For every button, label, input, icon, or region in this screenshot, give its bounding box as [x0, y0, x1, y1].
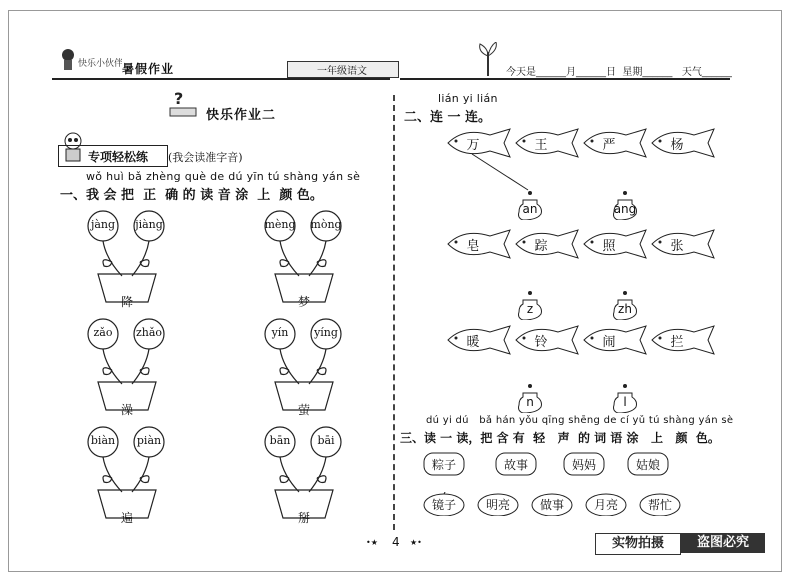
jar-card[interactable]: [610, 290, 640, 320]
page-number: 4: [392, 535, 400, 549]
q1-pinyin: wǒ huì bǎ zhèng què de dú yīn tú shàng yán sè: [86, 170, 361, 183]
fish-char: 铃: [534, 335, 548, 350]
jar-card[interactable]: [610, 190, 640, 220]
flower-pot-1[interactable]: [82, 204, 172, 314]
word-option[interactable]: [585, 492, 627, 516]
fish-char: 皂: [466, 239, 480, 254]
section-tag: 专项轻松练: [88, 150, 149, 164]
word-text: 明亮: [485, 498, 510, 512]
flower-pot-3[interactable]: [82, 312, 172, 422]
word-text: 帮忙: [647, 498, 672, 512]
pot-option-2[interactable]: jiàng: [135, 218, 163, 231]
pot-option-1[interactable]: mèng: [264, 218, 296, 231]
word-option[interactable]: [627, 452, 669, 476]
jar-label: zh: [618, 302, 632, 316]
pot-char: 降: [120, 295, 133, 309]
fish-char: 踪: [534, 239, 548, 254]
word-option[interactable]: [563, 452, 605, 476]
jar-label: z: [526, 302, 534, 316]
jar-card[interactable]: [515, 383, 545, 413]
flower-pot-5[interactable]: [82, 420, 172, 530]
pot-option-2[interactable]: mòng: [310, 218, 342, 231]
word-option[interactable]: [423, 452, 465, 476]
pot-option-2[interactable]: zhǎo: [135, 326, 163, 339]
jar-label: l: [623, 395, 627, 409]
word-text: 姑娘: [635, 458, 660, 472]
header-rule-right: [400, 78, 730, 80]
fish-card[interactable]: [648, 125, 716, 161]
owl-icon: [62, 131, 84, 167]
word-option[interactable]: [495, 452, 537, 476]
grade-label: 一年级语文: [317, 66, 367, 77]
fish-char: 严: [602, 138, 616, 153]
page-number-ornament-left: •★: [366, 538, 378, 547]
pot-option-1[interactable]: bān: [269, 434, 291, 447]
pot-char: 澡: [120, 403, 133, 417]
word-text: 月亮: [593, 498, 618, 512]
q2-title: 二、连 一 连。: [404, 110, 492, 125]
jar-label: ang: [613, 202, 637, 216]
jar-label: n: [526, 395, 534, 409]
flower-pot-4[interactable]: [259, 312, 349, 422]
fish-card[interactable]: [580, 226, 648, 262]
jar-label: an: [522, 202, 538, 216]
fish-char: 张: [670, 239, 684, 254]
fish-card[interactable]: [580, 125, 648, 161]
section-note: (我会读准字音): [168, 151, 243, 164]
fish-card[interactable]: [648, 226, 716, 262]
page-title: 快乐作业二: [206, 108, 277, 123]
plant-icon: [476, 42, 500, 80]
fish-char: 王: [534, 138, 548, 153]
word-option[interactable]: [531, 492, 573, 516]
fish-char: 拦: [670, 335, 684, 350]
fish-card[interactable]: [444, 226, 512, 262]
badge-left: 实物拍摄: [595, 533, 681, 555]
pot-option-1[interactable]: biàn: [90, 434, 116, 447]
word-option[interactable]: [477, 492, 519, 516]
pot-option-2[interactable]: piàn: [136, 434, 162, 447]
word-text: 做事: [539, 498, 564, 512]
page-divider: [393, 95, 395, 530]
q2-pinyin: lián yi lián: [438, 92, 498, 105]
date-weather-line: 今天是______月______日 星期______ 天气______: [506, 67, 732, 78]
fish-char: 暖: [466, 335, 480, 350]
pot-option-1[interactable]: zǎo: [93, 326, 113, 339]
q1-title: 一、我 会 把 正 确 的 读 音 涂 上 颜 色。: [60, 188, 323, 203]
pot-option-1[interactable]: jàng: [90, 218, 116, 231]
brand-title: 暑假作业: [122, 62, 175, 76]
svg-text:?: ?: [174, 90, 184, 108]
fish-char: 照: [602, 239, 616, 254]
pot-char: 掰: [297, 511, 310, 525]
cartoon-kid-icon: [58, 46, 122, 72]
word-option[interactable]: [639, 492, 681, 516]
flower-pot-6[interactable]: [259, 420, 349, 530]
fish-card[interactable]: [648, 322, 716, 358]
word-text: 故事: [503, 458, 528, 472]
fish-card[interactable]: [444, 322, 512, 358]
flower-pot-2[interactable]: [259, 204, 349, 314]
header-rule-left: [52, 78, 390, 80]
fish-card[interactable]: [512, 226, 580, 262]
fish-card[interactable]: [512, 322, 580, 358]
pot-char: 梦: [297, 295, 310, 309]
word-text: 粽子: [431, 458, 456, 472]
fish-char: 万: [466, 138, 480, 153]
svg-text:快乐小伙伴: 快乐小伙伴: [78, 59, 122, 69]
jar-card[interactable]: [610, 383, 640, 413]
q3-title: 三、读 一 读，把 含 有 轻 声 的 词 语 涂 上 颜 色。: [400, 431, 720, 445]
brand-logo: [58, 46, 122, 72]
pot-option-2[interactable]: bāi: [317, 434, 335, 447]
fish-card[interactable]: [580, 322, 648, 358]
word-text: 妈妈: [571, 458, 596, 472]
jar-card[interactable]: [515, 190, 545, 220]
word-text: 镜子: [431, 498, 456, 512]
watermark-badge: [595, 533, 765, 553]
pot-char: 萤: [297, 403, 310, 417]
jar-card[interactable]: [515, 290, 545, 320]
pot-char: 遍: [120, 511, 133, 525]
badge-right: 盗图必究: [696, 535, 749, 550]
word-option[interactable]: [423, 492, 465, 516]
pot-option-2[interactable]: yíng: [314, 326, 338, 339]
pot-option-1[interactable]: yín: [271, 326, 289, 339]
page-number-ornament-right: ★•: [410, 538, 422, 547]
books-icon: [168, 90, 198, 124]
fish-char: 杨: [670, 138, 684, 153]
fish-char: 闹: [602, 335, 616, 350]
q3-pinyin: dú yi dú bǎ hán yǒu qīng shēng de cí yǔ tú shàng yán sè: [426, 415, 734, 426]
